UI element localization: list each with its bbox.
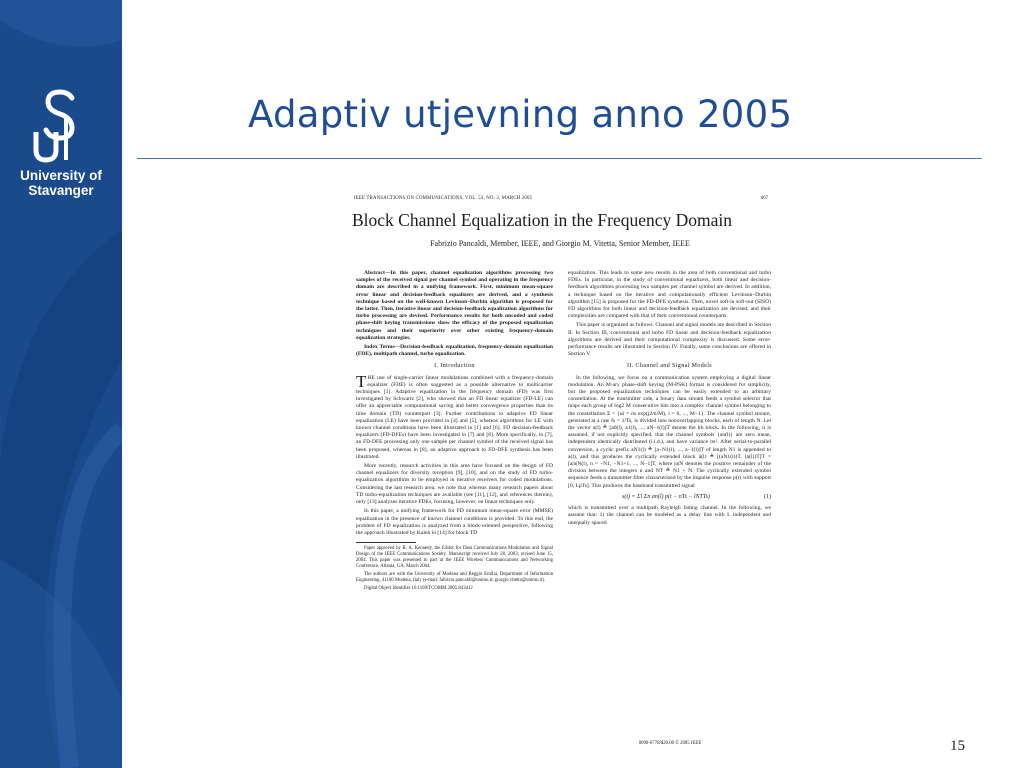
equation-1-number: (1) xyxy=(764,493,771,500)
footnote-3: Digital Object Identifier 10.1109/TCOMM.2005.843412 xyxy=(364,585,473,591)
university-sidebar xyxy=(0,0,122,768)
footnote-rule xyxy=(356,542,416,543)
paper-title: Block Channel Equalization in the Frequency Domain xyxy=(352,210,733,230)
right-paragraph-4: which is transmitted over a multipath Rayleigh fading channel. In the following, we assume that: 1) the channel can be modeled as a delay line with L independent and unequally spaced xyxy=(568,505,771,526)
intro-paragraph-1-text: HE use of single-carrier linear modulations combined with a frequency-domain equalizer (FDE) is often suggested as a possible alternative to multicarrier techniques [1]. Adaptive equalization in the frequency domain (FD) was first investigated by Schwartz [2], who showed that an FD linear equalizer (FD-LE) can offer an appreciable computational saving and better convergence properties than its time domain (TD) counterpart [3]. Further contributions to adaptive FD linear equalization (LE) have been provided in [4] and [5], whereas algorithms for LE with known channel conditions have been illustrated in [1] and [6]. FD decision-feedback equalizers (FD-DFEs) have been investigated in [7] and [8]. More specifically, in [7], an FD-DFE processing only one sample per channel symbol of the received signal has been proposed, whereas in [8], an adaptive approach to FD-DFE synthesis has been illustrated. xyxy=(356,374,553,460)
paper-index-terms: Index Terms—Decision-feedback equalization, frequency-domain equalization (FDE), multipath channel, turbo equalization. xyxy=(356,344,553,358)
right-paragraph-3: In the following, we focus on a communication system employing a digital linear modulation. An M-ary phase-shift keying (M-PSK) format is considered for simplicity, but the proposed equalization techniques can be easily extended to an arbitrary constellation. At the transmitter side, a binary data stream feeds a symbol selector that maps each group of log2 M consecutive bits into a complex channel symbol belonging to the constellation Σ = {αi = σs exp(j2πi/M), i = 0, ..., M−1}. The channel symbol stream, generated at a rate fs = 1/Ts, is divided into nonoverlapping blocks, each of length N. Let the vector a(l) ≜ [a0(l), a1(l), ..., aN−1(l)]T denote the lth block. In the following, it is assumed, if not explicitly specified, that the channel symbols {an(l)} are zero mean, independent identically distributed (i.i.d.), and have variance σs². After serial-to-parallel conversion, a cyclic prefix aN1(l) ≜ [a−N1(l), ..., a−1(l)]T of length N1 is appended to a(l), and this produces the cyclically extended block ã(l) ≜ [(aN1(l))T, (a(l))T]T = [a|n|N(l), n = −N1, −N1+1, ..., N−1]T, where |n|N denotes the positive remainder of the division between the integers n and NT ≜ N1 + N. The cyclically extended symbol sequence feeds a transmitter filter characterized by the impulse response p(t) with support [0, LpTs]. This produces the baseband transmitted signal xyxy=(568,374,771,489)
right-paragraph-1: equalization. This leads to some new results in the area of both conventional and turbo FDEs. In particular, in the study of conventional equalizers, both linear and decision-feedback algorithms processing two samples per channel symbol are derived. In addition, a technique based on the iterative and computationally efficient Levinson–Durbin algorithm [15] is proposed for the FD-DFE synthesis. Then, novel soft-in soft-out (SISO) FD algorithms for both linear and decision-feedback equalization are devised, and their complexities are compared with that of their conventional counterparts. xyxy=(568,270,771,320)
intro-paragraph-3: In this paper, a unifying framework for FD minimum mean-square error (MMSE) equalization in the presence of known channel conditions is provided. To this end, the problem of FD equalization is analyzed from a block-oriented perspective, following the approach illustrated by Kaleh in [14] for block TD xyxy=(356,508,553,536)
slide-title: Adaptiv utjevning anno 2005 xyxy=(248,93,793,136)
title-divider xyxy=(137,158,982,159)
intro-paragraph-2: More recently, research activities in this area have focused on the design of FD channel equalizers for diversity reception [9], [10], and on the study of FD turbo-equalization algorithms to be employed in iterative receivers for coded modulations. Considering the last research area, we note that whereas many research papers about TD turbo-equalization techniques are available (see [11], [12], and references therein), only [13] analyzes iterative FDEs, focusing, however, on linear techniques only. xyxy=(356,463,553,506)
right-paragraph-2: This paper is organized as follows. Channel and signal models are described in Section II. In Section III, conventional and turbo FD linear and decision-feedback equalization algorithms are derived and their computational complexity is discussed. Some error-performance results are illustrated in Section IV. Finally, some conclusions are offered in Section V. xyxy=(568,322,771,358)
paper-authors: Fabrizio Pancaldi, Member, IEEE, and Giorgio M. Vitetta, Senior Member, IEEE xyxy=(430,239,690,248)
university-name-line1: University of xyxy=(20,168,102,183)
slide-number: 15 xyxy=(950,738,965,754)
paper-image xyxy=(350,190,774,750)
university-logo-icon xyxy=(28,88,88,168)
university-name xyxy=(0,168,122,198)
footnote-2: The authors are with the University of Modena and Reggio Emilia, Department of Information Engineering, 41100 Modena, Italy (e-mail: fabrizio.pancaldi@unimo.it; giorgio.vitetta@unimo.it). xyxy=(356,571,553,583)
intro-paragraph-1 xyxy=(356,371,553,461)
equation-1 xyxy=(568,494,771,501)
university-name-line2: Stavanger xyxy=(28,183,94,198)
footnote-1: Paper approved by R. A. Kennedy, the Editor for Data Communications Modulation and Signal Design of the IEEE Communications Society. Manuscript received July 28, 2003; revised June 15, 2004. This paper was presented in part at the IEEE Wireless Communications and Networking Conference, Atlanta, GA, March 2004. xyxy=(356,545,553,569)
paper-abstract: Abstract—In this paper, channel equalization algorithms processing two samples of the received signal per channel symbol and operating in the frequency domain are described in a unifying framework. First, minimum mean-square error linear and decision-feedback equalizers are derived, and a synthesis technique based on the well-known Levinson–Durbin algorithm is proposed for the latter. Then, iterative linear and decision-feedback equalization algorithms for turbo processing are devised. Performance results for both uncoded and coded phase-shift keying transmissions show the efficacy of the proposed equalization techniques and their superiority over other existing frequency-domain equalization strategies. xyxy=(356,270,553,341)
paper-copyright: 0090-6778/$20.00 © 2005 IEEE xyxy=(638,741,702,746)
equation-1-body: s(t) = Σl Σn an(l) p(t − nTs − lNTTs) xyxy=(621,493,711,500)
section-2-title: II. Channel and Signal Models xyxy=(626,363,713,370)
paper-header-page: 467 xyxy=(760,196,768,201)
drop-cap: T xyxy=(356,371,367,391)
section-1-title: I. Introduction xyxy=(434,363,475,370)
paper-right-column xyxy=(568,270,771,529)
paper-header-journal: IEEE TRANSACTIONS ON COMMUNICATIONS, VOL. 53, NO. 3, MARCH 2005 xyxy=(354,196,533,201)
paper-left-column xyxy=(356,270,553,594)
